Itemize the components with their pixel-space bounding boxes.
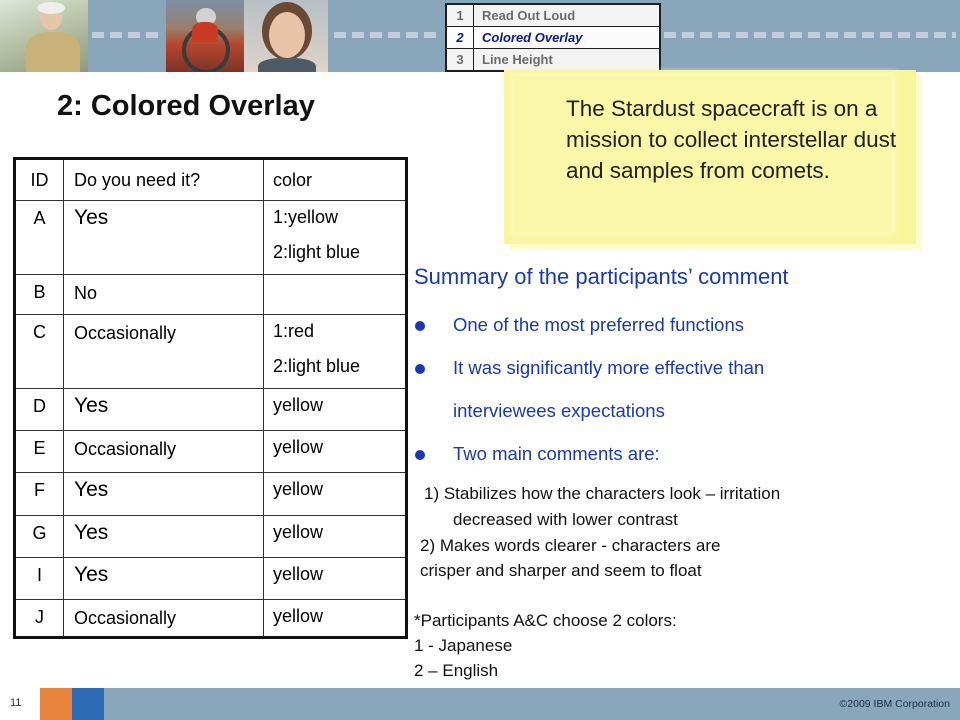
page-number: 11 (10, 697, 22, 709)
row-need: Occasionally (74, 608, 177, 628)
nav-item-number: 2 (447, 27, 474, 48)
bullet-dot-icon (415, 450, 425, 460)
row-id: I (36, 565, 42, 585)
header-photo-man (0, 0, 88, 72)
row-need: Yes (74, 394, 109, 417)
table-row (15, 516, 407, 558)
nav-item-label: Colored Overlay (482, 30, 583, 45)
row-id: E (33, 438, 46, 458)
row-need: Yes (74, 521, 109, 544)
bullet-dot-icon (415, 321, 425, 331)
nav-item-line-height[interactable] (447, 49, 659, 70)
row-id: F (34, 480, 45, 500)
row-color-1: 1:yellow (273, 207, 339, 227)
comment-2-line-1: 2) Makes words clearer - characters are (420, 536, 721, 555)
row-color-1: yellow (273, 479, 324, 499)
bullet-dot-icon (415, 364, 425, 374)
header-photo-wheelchair-athlete (166, 0, 244, 72)
header-need: Do you need it? (64, 159, 264, 201)
callout-sample-text: The Stardust spacecraft is on a mission to collect interstellar dust and samples from comets. (566, 96, 897, 183)
header-photo-woman (244, 0, 328, 72)
comment-1-line-1: 1) Stabilizes how the characters look – irritation (424, 484, 781, 503)
row-id: A (33, 208, 46, 228)
row-id: C (33, 322, 46, 342)
copyright-notice: ©2009 IBM Corporation (839, 698, 950, 710)
table-row (15, 201, 407, 275)
row-color-2: 2:light blue (273, 356, 361, 376)
row-id: J (35, 607, 44, 627)
note-line-3: 2 – English (414, 661, 499, 680)
row-color-1: yellow (273, 564, 324, 584)
header-color: color (264, 159, 407, 201)
nav-item-label: Line Height (482, 52, 553, 67)
row-color-1: yellow (273, 522, 324, 542)
row-color-1: yellow (273, 606, 324, 626)
bullet-text-continued: interviewees expectations (453, 400, 665, 421)
table-row (15, 315, 407, 389)
header-dashes-left (92, 32, 164, 38)
header-dashes-mid (334, 32, 440, 38)
footer-band (0, 688, 960, 720)
row-color-1: yellow (273, 437, 324, 457)
row-need: Yes (74, 206, 109, 229)
row-color-1: 1:red (273, 321, 315, 341)
row-need: Yes (74, 478, 109, 501)
bullet-text: Two main comments are: (453, 443, 660, 464)
row-id: B (33, 282, 46, 302)
bullet-text: It was significantly more effective than (453, 357, 765, 378)
table-row (15, 275, 407, 315)
row-id: D (33, 396, 46, 416)
table-row (15, 558, 407, 600)
row-id: G (32, 523, 47, 543)
note-line-2: 1 - Japanese (414, 636, 513, 655)
nav-item-read-out-loud[interactable] (447, 5, 659, 27)
slide-title: 2: Colored Overlay (57, 90, 315, 122)
row-need: No (74, 283, 98, 303)
header-id: ID (15, 159, 64, 201)
nav-item-label: Read Out Loud (482, 8, 576, 23)
table-row (15, 600, 407, 638)
note-line-1: *Participants A&C choose 2 colors: (414, 611, 677, 630)
table-row (15, 431, 407, 473)
footer-orange-block (40, 688, 72, 720)
nav-item-number: 3 (447, 49, 474, 70)
section-nav (445, 3, 661, 72)
summary-heading: Summary of the participants’ comment (414, 264, 789, 289)
header-dashes-right (664, 32, 956, 38)
row-need: Occasionally (74, 323, 177, 343)
row-color-1: yellow (273, 395, 324, 415)
row-need: Occasionally (74, 439, 177, 459)
row-need: Yes (74, 563, 109, 586)
nav-item-number: 1 (447, 5, 474, 26)
footer-page-box (0, 688, 40, 720)
overlay-results-table (13, 157, 408, 639)
row-color-2: 2:light blue (273, 242, 361, 262)
table-header-row (15, 159, 407, 201)
nav-item-colored-overlay[interactable] (447, 27, 659, 49)
comment-1-line-2: decreased with lower contrast (453, 510, 678, 529)
footer-blue-block (72, 688, 104, 720)
table-row (15, 389, 407, 431)
bullet-text: One of the most preferred functions (453, 314, 745, 335)
comment-2-line-2: crisper and sharper and seem to float (420, 561, 702, 580)
table-row (15, 473, 407, 516)
